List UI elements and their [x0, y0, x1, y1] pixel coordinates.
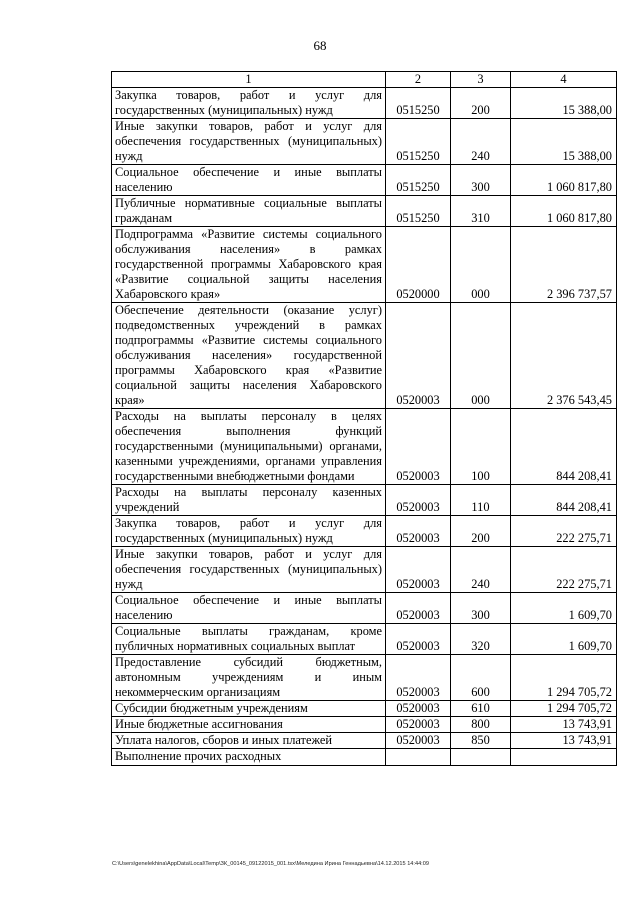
table-row [112, 409, 617, 485]
row-vr-cell: 310 [451, 196, 511, 227]
table-row [112, 701, 617, 717]
row-sum-cell: 1 294 705,72 [511, 655, 617, 701]
table-row [112, 227, 617, 303]
row-name-cell: Закупка товаров, работ и услуг для государственных (муниципальных) нужд [112, 516, 386, 547]
table-row [112, 717, 617, 733]
row-name-cell: Публичные нормативные социальные выплаты гражданам [112, 196, 386, 227]
table-row [112, 196, 617, 227]
row-sum-cell: 1 060 817,80 [511, 196, 617, 227]
row-sum-cell: 13 743,91 [511, 717, 617, 733]
row-vr-cell: 600 [451, 655, 511, 701]
row-code-cell: 0520003 [386, 717, 451, 733]
row-name-cell: Иные бюджетные ассигнования [112, 717, 386, 733]
row-vr-cell: 300 [451, 165, 511, 196]
row-vr-cell: 110 [451, 485, 511, 516]
table-row [112, 516, 617, 547]
row-vr-cell: 800 [451, 717, 511, 733]
table-row [112, 749, 617, 766]
row-code-cell: 0520003 [386, 547, 451, 593]
row-name-cell: Социальное обеспечение и иные выплаты населению [112, 165, 386, 196]
row-vr-cell [451, 749, 511, 766]
row-code-cell: 0520003 [386, 701, 451, 717]
row-sum-cell: 1 294 705,72 [511, 701, 617, 717]
table-row [112, 88, 617, 119]
row-vr-cell: 610 [451, 701, 511, 717]
row-vr-cell: 100 [451, 409, 511, 485]
row-vr-cell: 000 [451, 303, 511, 409]
row-sum-cell [511, 749, 617, 766]
file-path-footer: C:\Users\genelekhina\AppData\Local\Temp\ЗК_00145_09122015_001.tsx\Меледина Ирина Геннадьевна\14.12.2015 14:44:09 [112, 861, 429, 867]
row-name-cell: Выполнение прочих расходных [112, 749, 386, 766]
row-name-cell: Предоставление субсидий бюджетным, автономным учреждениям и иным некоммерческим организациям [112, 655, 386, 701]
row-vr-cell: 320 [451, 624, 511, 655]
row-code-cell: 0515250 [386, 196, 451, 227]
table-row [112, 119, 617, 165]
row-name-cell: Социальное обеспечение и иные выплаты населению [112, 593, 386, 624]
row-name-cell: Подпрограмма «Развитие системы социального обслуживания населения» в рамках государственной программы Хабаровского края «Развитие социальной защиты населения Хабаровского края» [112, 227, 386, 303]
row-sum-cell: 844 208,41 [511, 485, 617, 516]
row-name-cell: Субсидии бюджетным учреждениям [112, 701, 386, 717]
row-sum-cell: 15 388,00 [511, 119, 617, 165]
table-row [112, 303, 617, 409]
header-cell-vr: 3 [451, 72, 511, 88]
row-code-cell: 0520003 [386, 303, 451, 409]
table-row [112, 733, 617, 749]
row-vr-cell: 850 [451, 733, 511, 749]
row-name-cell: Уплата налогов, сборов и иных платежей [112, 733, 386, 749]
row-code-cell: 0520003 [386, 409, 451, 485]
row-sum-cell: 2 396 737,57 [511, 227, 617, 303]
row-name-cell: Иные закупки товаров, работ и услуг для обеспечения государственных (муниципальных) нужд [112, 547, 386, 593]
row-sum-cell: 222 275,71 [511, 516, 617, 547]
row-code-cell: 0520003 [386, 655, 451, 701]
header-cell-name: 1 [112, 72, 386, 88]
header-row [112, 72, 617, 88]
row-code-cell: 0515250 [386, 88, 451, 119]
table-row [112, 165, 617, 196]
row-sum-cell: 844 208,41 [511, 409, 617, 485]
header-cell-code: 2 [386, 72, 451, 88]
row-vr-cell: 300 [451, 593, 511, 624]
table-row [112, 655, 617, 701]
row-code-cell: 0515250 [386, 165, 451, 196]
row-sum-cell: 2 376 543,45 [511, 303, 617, 409]
row-sum-cell: 1 609,70 [511, 624, 617, 655]
row-sum-cell: 1 060 817,80 [511, 165, 617, 196]
row-code-cell: 0520003 [386, 516, 451, 547]
row-vr-cell: 240 [451, 119, 511, 165]
row-code-cell: 0520003 [386, 624, 451, 655]
table-row [112, 593, 617, 624]
row-code-cell: 0520003 [386, 485, 451, 516]
row-code-cell: 0520003 [386, 733, 451, 749]
row-name-cell: Расходы на выплаты персоналу казенных учреждений [112, 485, 386, 516]
row-code-cell [386, 749, 451, 766]
row-sum-cell: 222 275,71 [511, 547, 617, 593]
row-sum-cell: 1 609,70 [511, 593, 617, 624]
table-row [112, 624, 617, 655]
row-code-cell: 0520000 [386, 227, 451, 303]
header-cell-sum: 4 [511, 72, 617, 88]
row-name-cell: Социальные выплаты гражданам, кроме публичных нормативных социальных выплат [112, 624, 386, 655]
row-name-cell: Обеспечение деятельности (оказание услуг) подведомственных учреждений в рамках подпрограммы «Развитие системы социального обслуживания населения» государственной программы Хабаровского края «Развитие социальной защиты населения Хабаровского края» [112, 303, 386, 409]
table-row [112, 485, 617, 516]
row-name-cell: Закупка товаров, работ и услуг для государственных (муниципальных) нужд [112, 88, 386, 119]
row-sum-cell: 13 743,91 [511, 733, 617, 749]
row-sum-cell: 15 388,00 [511, 88, 617, 119]
row-name-cell: Расходы на выплаты персоналу в целях обеспечения выполнения функций государственными (муниципальными) органами, казенными учреждениями, органами управления государственными внебюджетными фондами [112, 409, 386, 485]
row-vr-cell: 000 [451, 227, 511, 303]
row-name-cell: Иные закупки товаров, работ и услуг для обеспечения государственных (муниципальных) нужд [112, 119, 386, 165]
budget-table [111, 71, 617, 766]
table-row [112, 547, 617, 593]
page-number: 68 [313, 38, 327, 53]
row-vr-cell: 200 [451, 88, 511, 119]
row-code-cell: 0520003 [386, 593, 451, 624]
row-vr-cell: 240 [451, 547, 511, 593]
row-code-cell: 0515250 [386, 119, 451, 165]
row-vr-cell: 200 [451, 516, 511, 547]
